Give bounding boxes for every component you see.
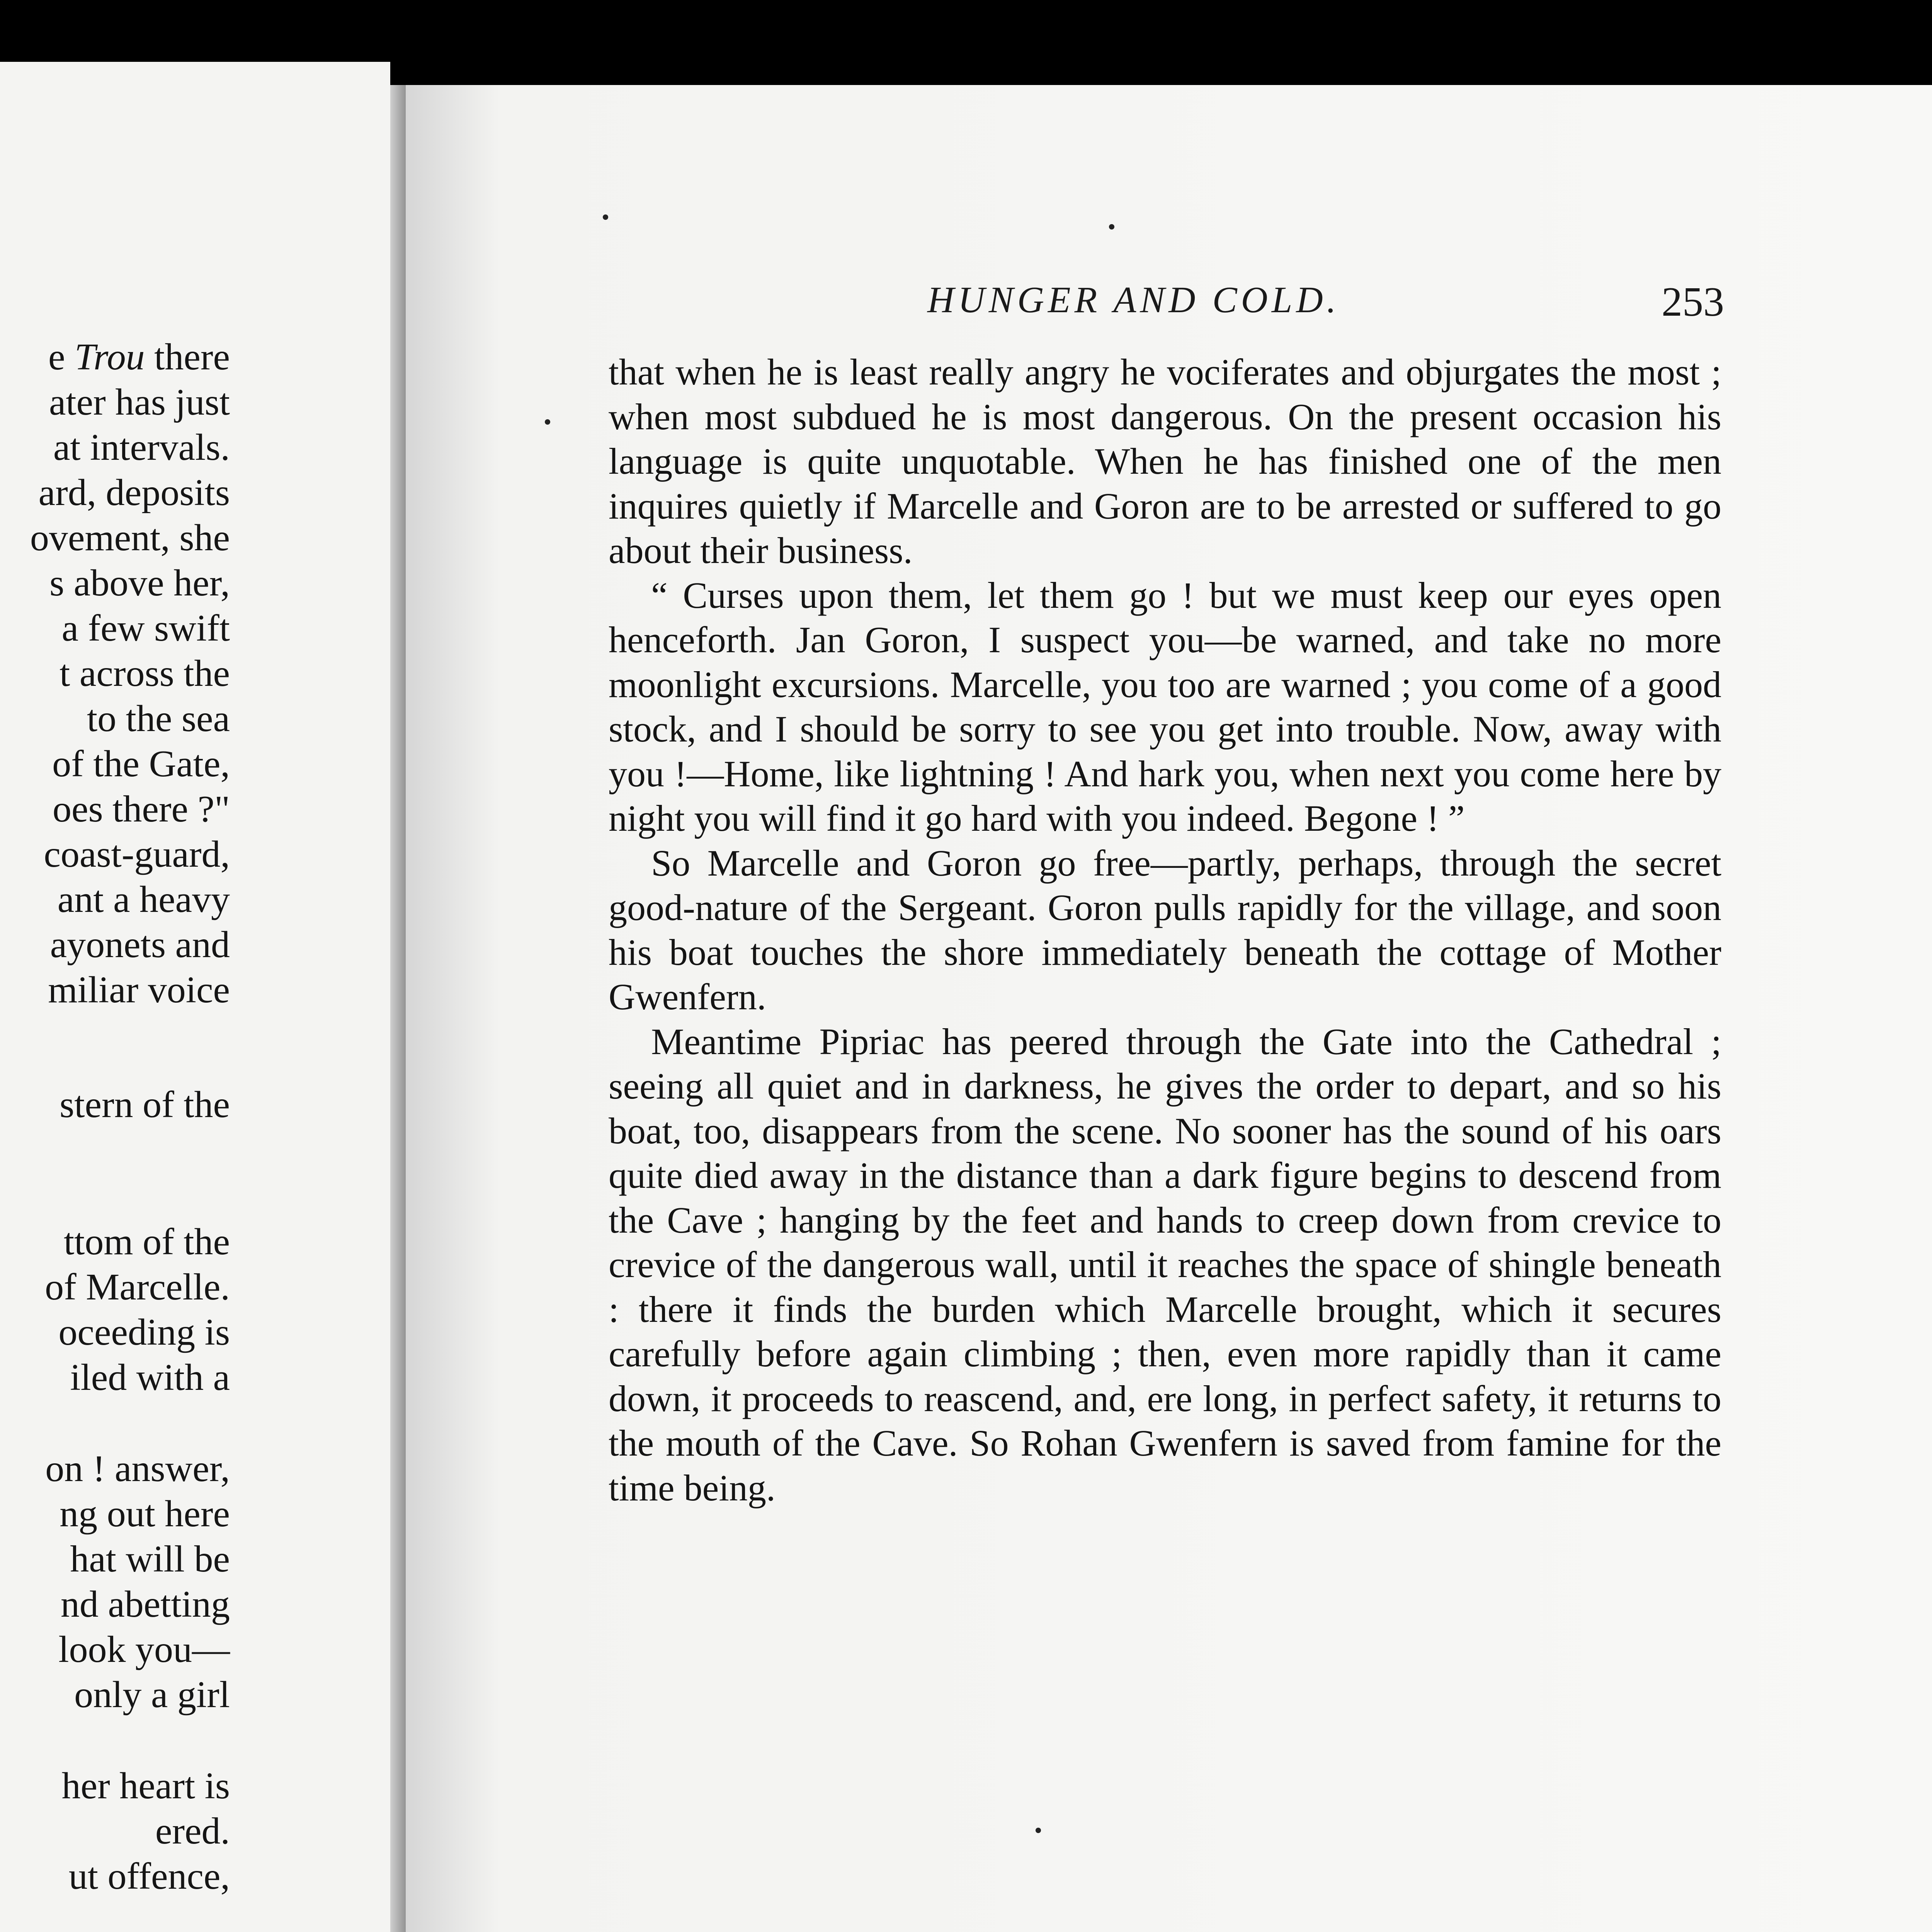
left-line: of Marcelle. xyxy=(45,1266,230,1308)
print-speck xyxy=(1036,1828,1041,1833)
paragraph: Meantime Pipriac has peered through the Gate into the Cathedral ; seeing all quiet and in darkness, he gives the order to depart, and so his boat, too, disappears from the scene. No sooner has the sound of his oars quite died away in the distance than a dark figure begins to descend from the Cave ; hanging by the feet and hands to creep down from crevice to crevice of the dangerous wall, until it reaches the space of shingle beneath : there it finds the burden which Marcelle brought, which it secures carefully before again climbing ; then, even more rapidly than it came down, it proceeds to reascend, and, ere long, in perfect safety, it returns to the mouth of the Cave. So Rohan Gwenfern is saved from famine for the time being. xyxy=(609,1020,1721,1509)
left-line: oceeding is xyxy=(58,1311,230,1353)
left-line: hat will be xyxy=(70,1538,230,1580)
left-line: nd abetting xyxy=(60,1583,230,1625)
paragraph: “ Curses upon them, let them go ! but we must keep our eyes open henceforth. Jan Goron, I suspect you—be warned, and take no more moonlight excursions. Marcelle, you too are warned ; you come of a good stock, and I should be sorry to see you get into trouble. Now, away with you !—Home, like lightning ! And hark you, when next you come here by night you will find it go hard with you indeed. Begone ! ” xyxy=(609,574,1721,839)
left-line: ovement, she xyxy=(30,517,230,559)
left-line: ayonets and xyxy=(50,924,230,966)
left-line: look you— xyxy=(58,1629,230,1670)
left-line: a few swift xyxy=(61,607,230,649)
left-page xyxy=(0,62,390,1932)
left-line: ered. xyxy=(155,1810,230,1852)
paragraph: that when he is least really angry he vociferates and objurgates the most ; when most subdued he is most dangerous. On the present occasion his language is quite unquotable. When he has finished one of the men inquires quietly if Marcelle and Goron are to be arrested or suffered to go about their business. xyxy=(609,351,1721,571)
left-line: t across the xyxy=(60,653,230,694)
left-line: ttom of the xyxy=(63,1221,230,1263)
left-line: stern of the xyxy=(60,1084,230,1126)
print-speck xyxy=(1109,224,1114,230)
print-speck xyxy=(545,419,550,425)
left-line: ant a heavy xyxy=(57,879,230,920)
left-line: ut offence, xyxy=(68,1855,230,1897)
left-line: ng out here xyxy=(60,1493,230,1535)
running-head: HUNGER AND COLD. xyxy=(927,279,1340,320)
left-line: of the Gate, xyxy=(52,743,230,785)
left-line: ard, deposits xyxy=(38,472,230,514)
left-line: ater has just xyxy=(49,381,230,423)
paragraph: So Marcelle and Goron go free—partly, perhaps, through the secret good-nature of the Sergeant. Goron pulls rapidly for the village, and soon his boat touches the shore immediately beneath the cottage of Mother Gwenfern. xyxy=(609,842,1721,1017)
left-line: coast-guard, xyxy=(44,833,230,875)
page-number: 253 xyxy=(1662,279,1724,325)
left-line: miliar voice xyxy=(48,969,230,1011)
left-line: oes there ?" xyxy=(53,788,230,830)
left-line: e Trou there xyxy=(48,336,230,378)
left-line: iled with a xyxy=(70,1357,230,1398)
body-text xyxy=(609,350,1721,1510)
left-line: to the sea xyxy=(87,698,230,740)
left-line: only a girl xyxy=(74,1674,230,1716)
left-line: her heart is xyxy=(61,1765,230,1807)
print-speck xyxy=(603,214,608,220)
left-line: at intervals. xyxy=(53,427,230,468)
left-line: on ! answer, xyxy=(45,1448,230,1490)
left-line: s above her, xyxy=(49,562,230,604)
